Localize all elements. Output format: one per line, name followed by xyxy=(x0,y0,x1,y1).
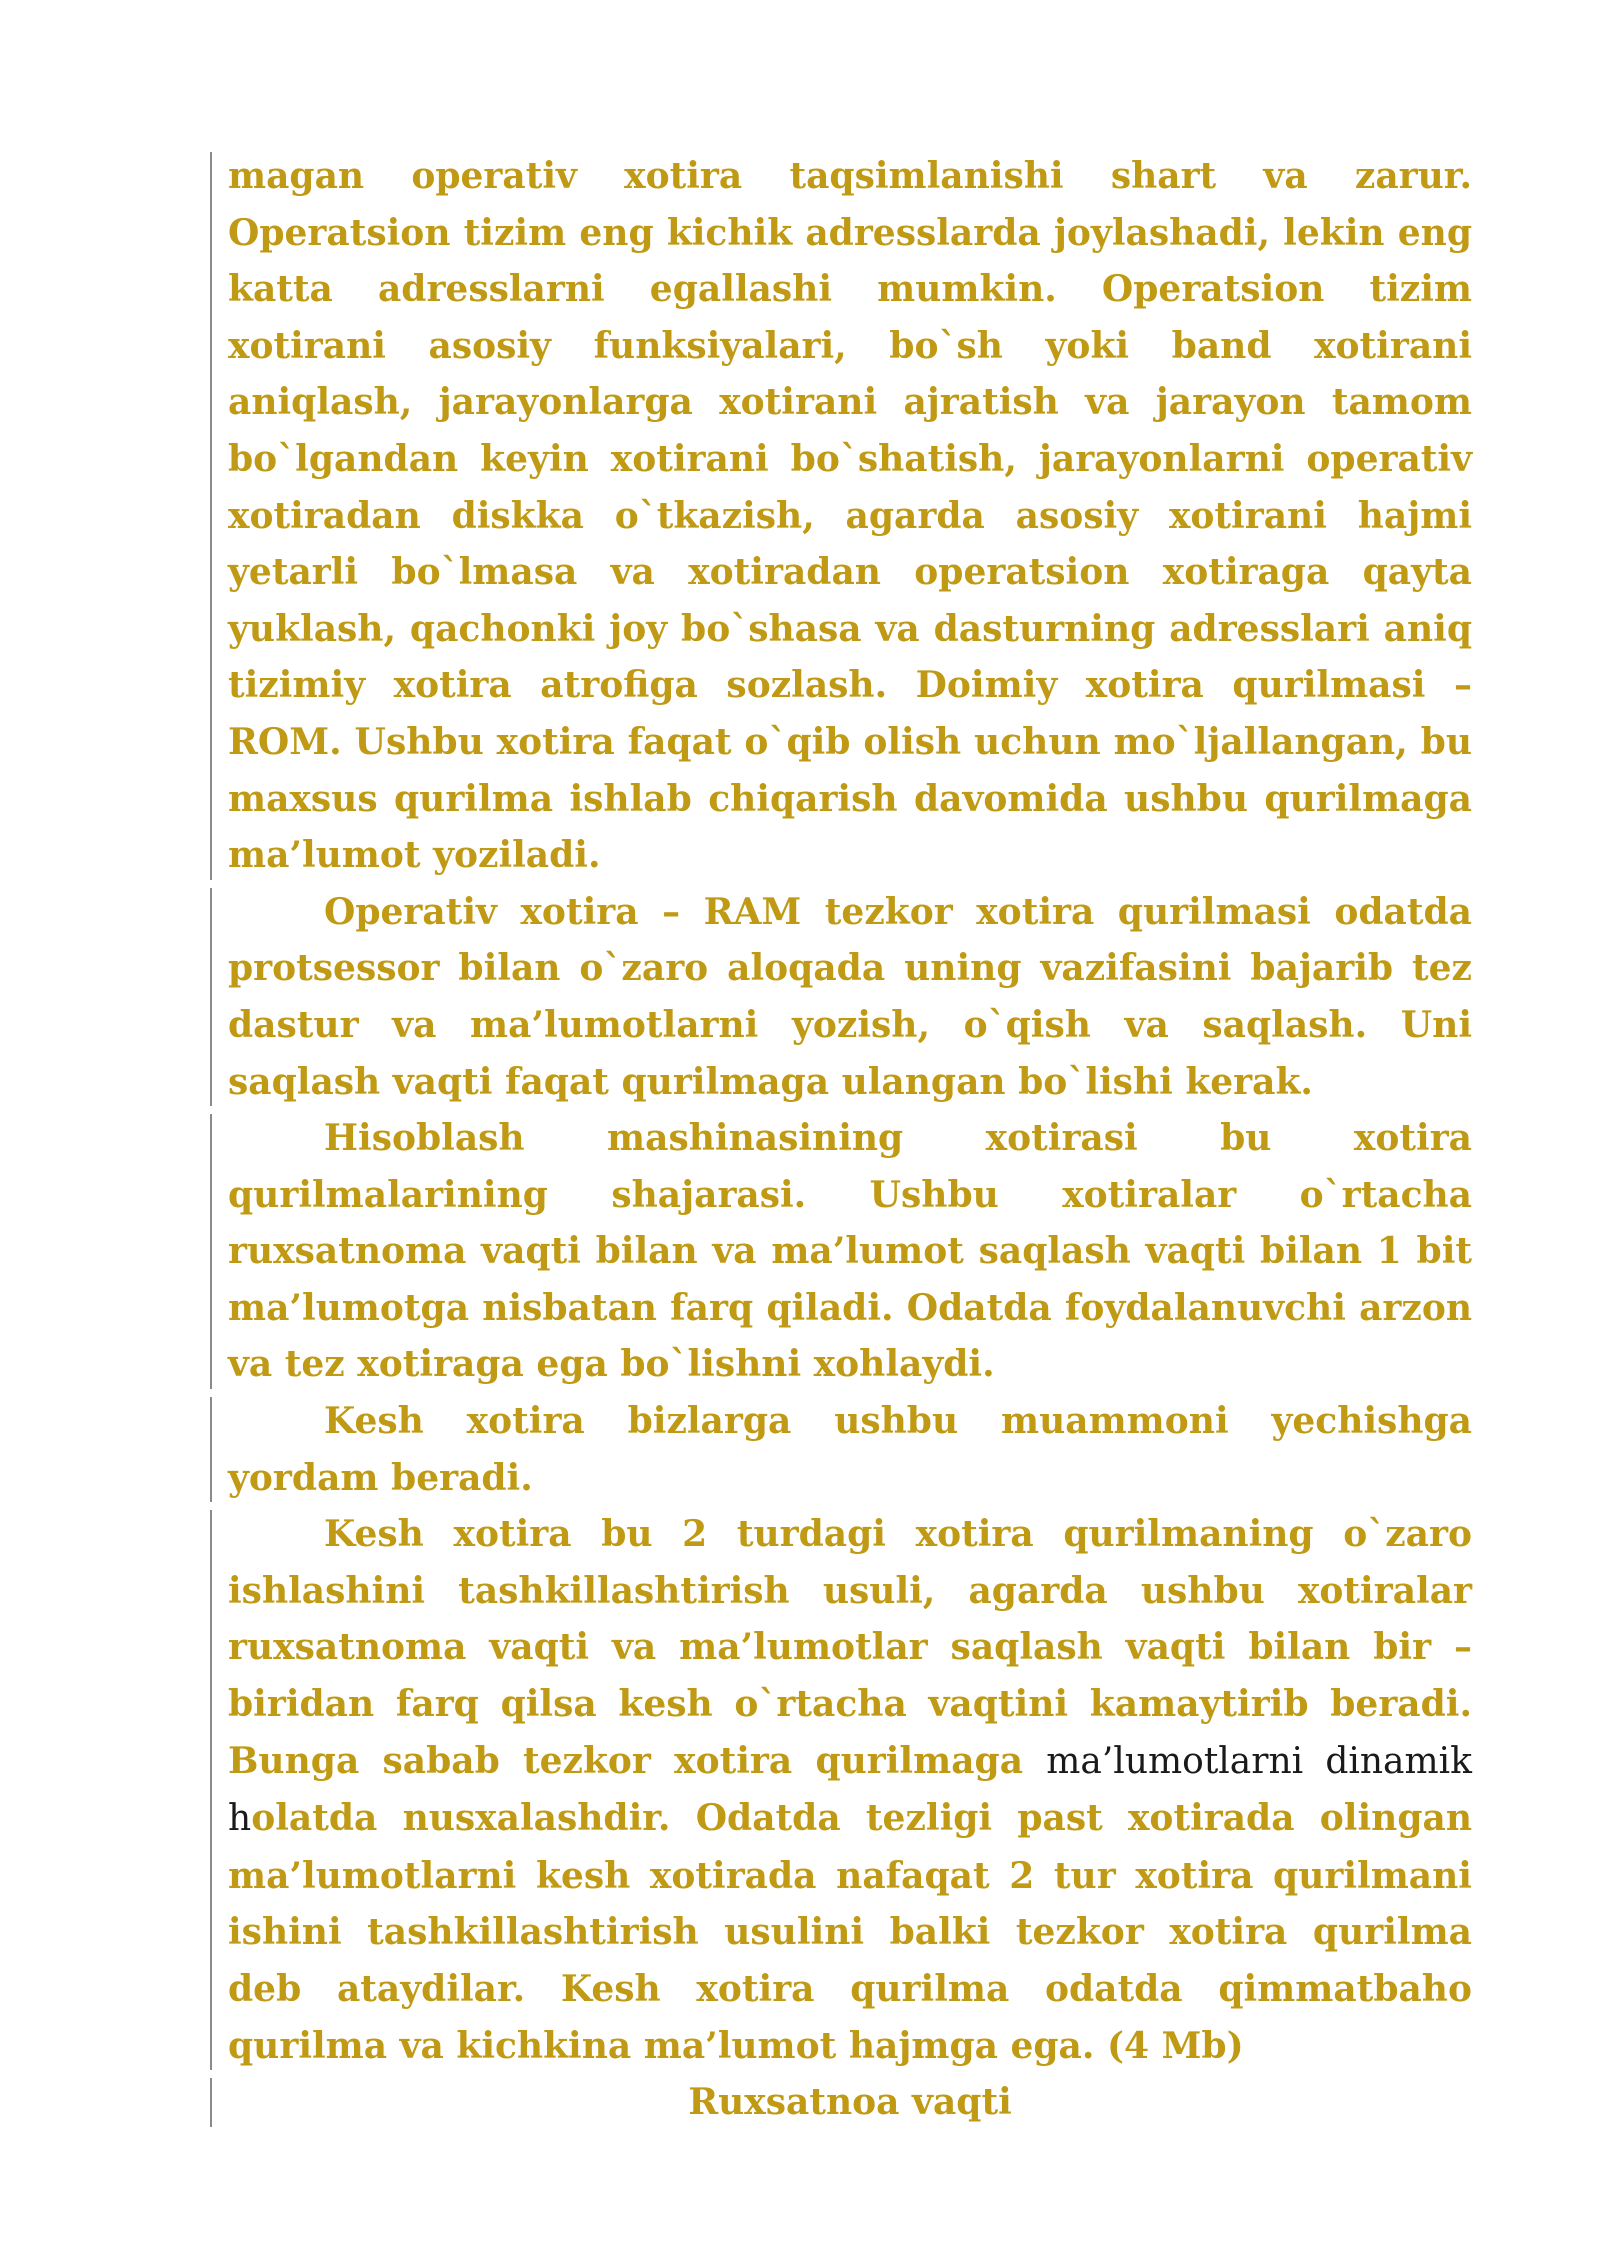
paragraph-text-plain-part: ma’lumotlarni dinamik h xyxy=(228,1740,1472,1840)
paragraph-text: Operativ xotira – RAM tezkor xotira qurilmasi odatda protsessor bilan o`zaro aloqada uning vazifasini bajarib tez dastur va ma’lumotlarni yozish, o`qish va saqlash. Uni saqlash vaqti faqat qurilmaga ulangan bo`lishi kerak. xyxy=(228,890,1472,1103)
section-caption xyxy=(228,2074,1472,2131)
caption-text: Ruxsatnoa vaqti xyxy=(688,2081,1012,2124)
paragraph-ram xyxy=(228,884,1472,1110)
paragraph-memory-allocation xyxy=(228,148,1472,884)
paragraph-cache-intro xyxy=(228,1393,1472,1506)
paragraph-text-part: Kesh xotira bu 2 turdagi xotira qurilmaning o`zaro ishlashini tashkillashtirish usuli, agarda ushbu xotiralar ruxsatnoma vaqti va ma’lumotlar saqlash vaqti bilan bir – biridan farq qilsa kesh o`rtacha vaqtini kamaytirib beradi. Bunga sabab tezkor xotira qurilmaga xyxy=(228,1513,1472,1782)
paragraph-memory-hierarchy xyxy=(228,1110,1472,1393)
paragraph-text: Kesh xotira bizlarga ushbu muammoni yechishga yordam beradi. xyxy=(228,1400,1472,1499)
paragraph-text: magan operativ xotira taqsimlanishi shart va zarur. Operatsion tizim eng kichik adresslarda joylashadi, lekin eng katta adresslarni egallashi mumkin. Operatsion tizim xotirani asosiy funksiyalari, bo`sh yoki band xotirani aniqlash, jarayonlarga xotirani ajratish va jarayon tamom bo`lgandan keyin xotirani bo`shatish, jarayonlarni operativ xotiradan diskka o`tkazish, agarda asosiy xotirani hajmi yetarli bo`lmasa va xotiradan operatsion xotiraga qayta yuklash, qachonki joy bo`shasa va dasturning adresslari aniq tizimiy xotira atrofiga sozlash. Doimiy xotira qurilmasi – ROM. Ushbu xotira faqat o`qib olish uchun mo`ljallangan, bu maxsus qurilma ishlab chiqarish davomida ushbu qurilmaga ma’lumot yoziladi. xyxy=(228,155,1472,877)
paragraph-text-part: olatda nusxalashdir. Odatda tezligi past xotirada olingan ma’lumotlarni kesh xotirada nafaqat 2 tur xotira qurilmani ishini tashkillashtirish usulini balki tezkor xotira qurilma deb ataydilar. Kesh xotira qurilma odatda qimmatbaho qurilma va kichkina ma’lumot hajmga ega. (4 Mb) xyxy=(228,1797,1472,2067)
paragraph-cache-description xyxy=(228,1506,1472,2074)
paragraph-text: Hisoblash mashinasining xotirasi bu xotira qurilmalarining shajarasi. Ushbu xotiralar o`rtacha ruxsatnoma vaqti bilan va ma’lumot saqlash vaqti bilan 1 bit ma’lumotga nisbatan farq qiladi. Odatda foydalanuvchi arzon va tez xotiraga ega bo`lishni xohlaydi. xyxy=(228,1117,1472,1386)
document-body xyxy=(228,148,1472,2131)
